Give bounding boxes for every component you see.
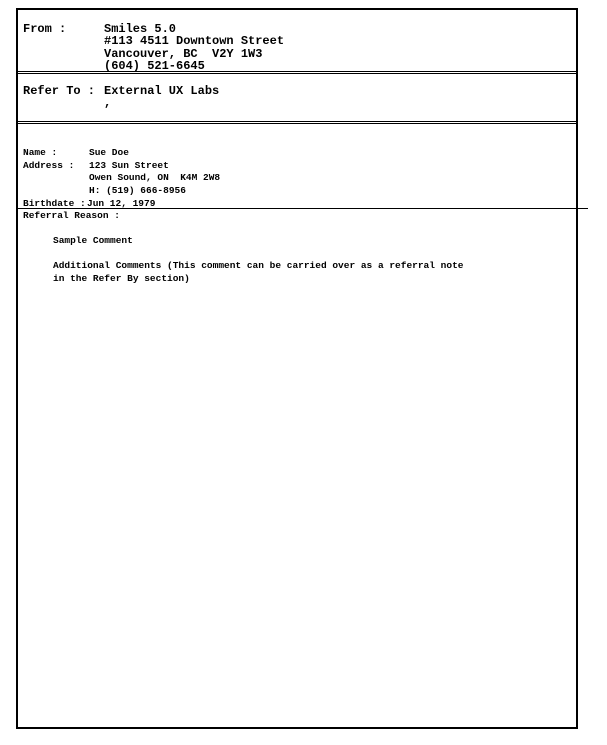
additional-comments-line-1: Additional Comments (This comment can be carried over as a referral note [53, 260, 464, 271]
referral-reason-label: Referral Reason : [23, 210, 120, 221]
patient-address-line-2: Owen Sound, ON K4M 2W8 [89, 172, 221, 183]
from-line-2: #113 4511 Downtown Street [104, 34, 285, 48]
referral-document [16, 8, 578, 729]
divider-from [18, 71, 576, 74]
from-label: From : [23, 22, 67, 36]
patient-name-label: Name : [23, 147, 58, 158]
patient-address-line-3: H: (519) 666-8956 [89, 185, 186, 196]
referral-comment: Sample Comment [53, 235, 133, 246]
from-line-3: Vancouver, BC V2Y 1W3 [104, 47, 263, 61]
refer-to-label: Refer To : [23, 84, 96, 98]
from-line-1: Smiles 5.0 [104, 22, 177, 36]
divider-patient [18, 208, 588, 209]
patient-name: Sue Doe [89, 147, 129, 158]
divider-refer-to [18, 121, 576, 124]
patient-birthdate-label: Birthdate : [23, 198, 86, 209]
from-line-4: (604) 521-6645 [104, 59, 205, 73]
patient-birthdate: Jun 12, 1979 [87, 198, 156, 209]
refer-to-extra: , [104, 96, 112, 110]
patient-address-label: Address : [23, 160, 75, 171]
additional-comments-line-2: in the Refer By section) [53, 273, 190, 284]
patient-address-line-1: 123 Sun Street [89, 160, 169, 171]
refer-to-name: External UX Labs [104, 84, 220, 98]
